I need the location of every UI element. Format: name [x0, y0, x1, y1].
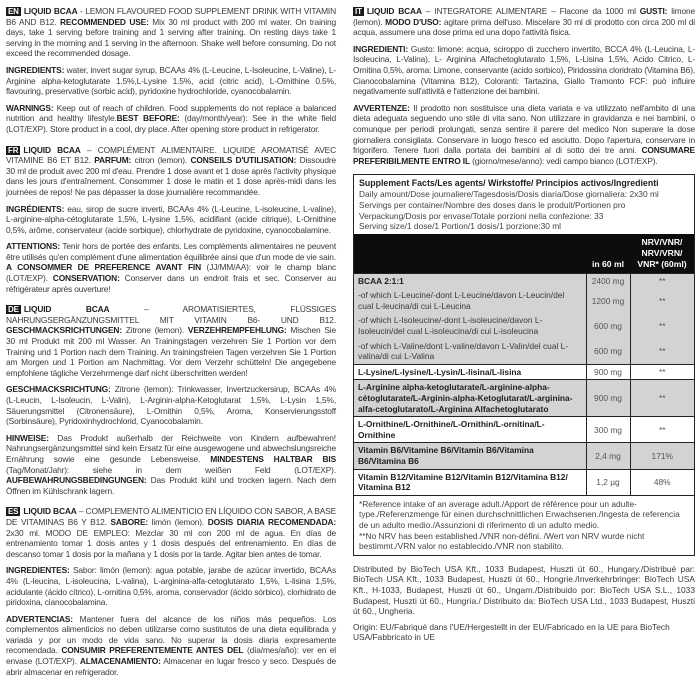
- section-it-ingredients: [353, 44, 695, 97]
- label: INGREDIENTS:: [6, 64, 65, 75]
- table-row: [354, 364, 694, 380]
- facts-footnotes: [354, 495, 694, 555]
- label: GESCHMACKSRICHTUNG:: [6, 384, 111, 395]
- table-row: [354, 417, 694, 443]
- product-title: LIQUID BCAA: [23, 144, 81, 155]
- nutrient-name: -of which L-Valine/dont L-valine/davon L-Valin/del cual L-valina/di cui L-Valina: [354, 339, 586, 365]
- table-row: [354, 380, 694, 417]
- product-title: LIQUID BCAA: [23, 6, 78, 16]
- section-it-warnings: [353, 103, 695, 167]
- label: INGRÉDIENTS:: [6, 203, 65, 214]
- label: CONSEILS D'UTILISATION:: [190, 155, 297, 166]
- language-badge-fr: FR: [8, 145, 19, 155]
- section-en-intro: [6, 6, 336, 59]
- label: GUSTI:: [639, 6, 668, 16]
- product-subtitle: - LEMON FLAVOURED FOOD SUPPLEMENT DRINK WITH VITAMIN B6 AND B12.: [6, 6, 336, 27]
- table-row: [354, 273, 694, 288]
- text: Dissoudre 30 ml de produit avec 200 ml d'eau. Prendre 1 dose avant et 1 dose après l'activity physique dans les jours d'entraînement. Consommer 1 dose le matin et 1 dose après-midi dans les journées de repos! Ne pas dépasser la dose journalière recommandée.: [6, 155, 337, 197]
- nutrient-nrv: 171%: [630, 443, 694, 469]
- language-badge-it: IT: [355, 7, 362, 16]
- text: (giorno/mese/anno): vedi campo bianco (LOT/EXP).: [469, 155, 658, 166]
- label: INGREDIENTES:: [6, 565, 70, 576]
- text: (día/mes/año): ver en el envase (LOT/EXP).: [6, 645, 336, 667]
- table-header-row: [354, 234, 694, 274]
- nutrient-name: L-Ornithine/L-Ornithine/L-Ornithin/L-ornitina/L-Ornithine: [354, 417, 586, 443]
- section-de-ingredients: [6, 384, 336, 426]
- label: ALMACENAMIENTO:: [79, 656, 161, 667]
- text: Mischen Sie 30 ml Produkt mit 200 ml Wasser. An Trainingstagen verzehren Sie 1 Portion vor dem Training und 1 Portion nach dem Training. An trainingsfreien Tagen verzehren Sie 1 Portion am Morgen und 1 Portion am Nachmittag. Vor dem Verzehr schütteln! Die angegebene empfohlene tägliche Verzehrmenge darf nicht überschritten werden!: [6, 325, 336, 378]
- nutrient-nrv: **: [630, 313, 694, 338]
- text: (Tag/Monat/Jahr): siehe in dem weißen Feld (LOT/EXP).: [6, 464, 336, 475]
- label: MINDESTENS HALTBAR BIS: [210, 453, 337, 464]
- text: Das Produkt außerhalb der Reichweite von Kindern aufbewahren! Nahrungsergänzungsmittel sind kein Ersatz für eine ausgewogene und abwechslungsreiche Ernährung sowie eine gesunde Lebensweise.: [6, 432, 336, 464]
- language-badge-de: DE: [8, 305, 19, 315]
- section-de-warnings: [6, 433, 336, 497]
- section-es-warnings: [6, 614, 336, 678]
- label: RECOMMENDED USE:: [59, 16, 149, 27]
- label: VERZEHREMPFEHLUNG:: [187, 325, 287, 336]
- facts-table-body: [354, 273, 694, 495]
- left-column: [6, 6, 336, 683]
- text: Sabor: limón (lemon): agua potable, jarabe de azúcar invertido, BCAAs 4% (L-leucina, L-isoleucina, L-valina), L-arginina-alfa-cetoglutarato 1,5%, L-lisina 1,5%, acidulante (ácido cítrico), L-ornitina 0,5%, aroma, conservador (ácido sórbico), clorhidrato de piridoxina, cianocobalamina.: [6, 565, 336, 608]
- label: BEST BEFORE:: [116, 113, 180, 124]
- label: GESCHMACKSRICHTUNGEN:: [6, 325, 122, 336]
- nutrient-nrv: 48%: [630, 469, 694, 495]
- text: citron (lemon).: [131, 155, 191, 166]
- product-subtitle: – COMPLEMENTO ALIMENTICIO EN LÍQUIDO CON SABOR, A BASE DE VITAMINAS B6 Y B12.: [6, 506, 337, 527]
- column-header-name: [354, 234, 586, 274]
- label: HINWEISE:: [6, 432, 49, 443]
- nutrient-amount: 600 mg: [586, 313, 630, 338]
- section-fr-ingredients: [6, 204, 336, 236]
- product-title: LIQUID BCAA: [366, 6, 422, 16]
- section-en-warnings: [6, 103, 336, 135]
- servings-per-container: Servings per container/Nombre des doses dans le produit/Portionen pro Verpackung/Dosis por envase/Totale porzioni nella confezione: 33: [359, 199, 626, 221]
- product-subtitle: – COMPLÉMENT ALIMENTAIRE. LIQUIDE AROMATISÉ AVEC VITAMINE B6 ET B12.: [6, 144, 336, 166]
- section-fr-warnings: [6, 241, 336, 294]
- nutrient-name: BCAA 2:1:1: [354, 273, 586, 288]
- label: MODO D'USO:: [385, 16, 442, 27]
- text: water, invert sugar syrup, BCAAs 4% (L-Leucine, L-Isoleucine, L-Valine), L-Arginine alpha-ketoglutarate 1.5%,L-Lysine 1.5%, acid (citric acid), L-Ornithine 0.5%, flavouring, preservative (sorbic acid), pyridoxine hydrochloride, cyanocobalamin.: [6, 64, 336, 97]
- nutrient-amount: 2,4 mg: [586, 443, 630, 469]
- facts-header: [354, 175, 694, 233]
- nutrient-amount: 2400 mg: [586, 273, 630, 288]
- nutrient-name: L-Arginine alpha-ketoglutarate/L-arginine-alpha-cétoglutarate/L-Arginin-alpha-Ketoglutarat/L-arginina-alfa-cetoglutarato/L-Arginina Alfachetoglutarato: [354, 380, 586, 417]
- footnote-no-nrv: **No NRV has been established./VNR non-défini. /Wert von NRV wurde nicht bestimmt./VRN valor no establecido./VNR non stabilito.: [359, 530, 645, 552]
- text: limón (lemon).: [148, 516, 208, 527]
- nutrient-nrv: **: [630, 380, 694, 417]
- label: A CONSOMMER DE PREFERENCE AVANT FIN: [6, 262, 201, 273]
- label: PARFUM:: [94, 155, 132, 166]
- text: limone (lemon).: [353, 6, 696, 27]
- product-subtitle: – INTEGRATORE ALIMENTARE – Flacone da 1000 ml: [421, 6, 640, 16]
- label: INGREDIENTI:: [353, 43, 408, 54]
- section-es-intro: [6, 506, 336, 559]
- table-row: [354, 288, 694, 313]
- supplement-facts-box: [353, 174, 695, 555]
- language-badge-en: EN: [8, 7, 19, 16]
- text: Keep out of reach of children. Food supplements do not replace a balanced nutrition and healthy lifestyle.: [6, 102, 336, 124]
- right-column: [353, 6, 695, 643]
- table-row: [354, 469, 694, 495]
- section-it-intro: [353, 6, 695, 38]
- nutrient-nrv: **: [630, 273, 694, 288]
- table-row: [354, 443, 694, 469]
- nutrient-nrv: **: [630, 417, 694, 443]
- label: AUFBEWAHRUNGSBEDINGUNGEN:: [6, 475, 147, 486]
- label: CONSERVATION:: [52, 273, 120, 284]
- label: CONSUMIR PREFERENTEMENTE ANTES DEL: [61, 645, 244, 656]
- origin-text: Origin: EU/Fabriqué dans l'UE/Hergestellt in der EU/Fabricado en la UE para BioTech USA/Fabbricato in UE: [353, 621, 670, 643]
- text: Tenir hors de portée des enfants. Les compléments alimentaires ne peuvent être utilisés qu'en complément d'une alimentation équilibrée ainsi que d'un mode de vie sain.: [6, 241, 336, 262]
- product-subtitle: – AROMATISIERTES, FLÜSSIGES NAHRUNGSERGÄNZUNGSMITTEL MIT VITAMIN B6- UND B12.: [6, 304, 337, 325]
- section-de-intro: [6, 304, 336, 378]
- text: (day/month/year): See in the white field (LOT/EXP). Store product in a cool, dry place. After opening store product in refrigerator.: [6, 113, 336, 134]
- text: eau, sirop de sucre inverti, BCAAs 4% (L-Leucine, L-isoleucine, L-valine), L-arginine-alpha-cétoglutarate 1,5%, L-lysine 1,5%, acidifiant (acide citrique), L-Ornithine 0,5%, arôme, conservateur (acide sorbique), chlorhydrate de pyridoxine, cyanocobalamine.: [6, 203, 336, 235]
- nutrient-nrv: **: [630, 339, 694, 365]
- table-row: [354, 313, 694, 338]
- nutrient-amount: 1,2 µg: [586, 469, 630, 495]
- section-es-ingredients: [6, 565, 336, 607]
- nutrient-nrv: **: [630, 364, 694, 380]
- nutrient-name: Vitamin B6/Vitamine B6/Vitamin B6/Vitamina B6/Vitamina B6: [354, 443, 586, 469]
- label: WARNINGS:: [6, 102, 54, 113]
- facts-table: [354, 234, 694, 495]
- text: Das Produkt kühl und trocken lagern. Nach dem Öffnen im Kühlschrank lagern.: [6, 475, 336, 496]
- serving-size: Serving size/1 dose/1 Portion/1 dosis/1 porzione:30 ml: [359, 221, 562, 232]
- nutrient-nrv: **: [630, 288, 694, 313]
- label: AVVERTENZE:: [353, 102, 410, 113]
- text: agitare prima dell'uso. Miscelare 30 ml di prodotto con circa 200 ml di acqua, assumere una dose prima ed una dopo l'attività fisica.: [353, 16, 695, 38]
- product-title: LIQUID BCAA: [23, 506, 77, 517]
- nutrient-name: -of which L-Isoleucine/-dont L-isoleucine/davon L-Isoleucin/del cual L-isoleucina/di cui L-isoleucina: [354, 313, 586, 338]
- daily-amount: Daily amount/Dose journaliere/Tagesdosis/Dosis diaria/Dose giornaliera: 2x30 ml: [359, 189, 659, 200]
- label: ADVERTENCIAS:: [6, 613, 73, 624]
- nutrient-name: L-Lysine/L-lysine/L-Lysin/L-lisina/L-lisina: [354, 364, 586, 380]
- label: SABORE:: [110, 516, 149, 527]
- nutrient-amount: 300 mg: [586, 417, 630, 443]
- text: 2x30 ml. MODO DE EMPLEO: Mezclar 30 ml con 200 ml de agua. En días de entrenamiento tomar 1 dosis antes y 1 dosis después del entrenamiento. En días de descanso tomar 1 dosis por la mañana y 1 dosis por la tarde. Agitar bien antes de tomar.: [6, 527, 336, 559]
- text: Mix 30 ml product with 200 ml water. On training days, take 1 serving before training and 1 serving after training. On resting days take 1 serving in the morning and 1 serving in the afternoon. Shake well before consuming. Do not exceed the recommended dosage.: [6, 16, 337, 59]
- text: Almacenar en lugar fresco y seco. Después de abrir almacenar en refrigerador.: [6, 656, 336, 677]
- nutrient-amount: 1200 mg: [586, 288, 630, 313]
- text: Mantener fuera del alcance de los niños más pequeños. Los complementos alimenticios no deben utilizarse como sustitutos de una dieta equilibrada y variada y por un modo de vida sano. No superar la dosis diaria expresamente recomendada.: [6, 613, 336, 656]
- nutrient-amount: 900 mg: [586, 364, 630, 380]
- language-badge-es: ES: [8, 507, 19, 517]
- column-header-nrv: NRV/VNR/ NRV/VRN/ VNR* (60ml): [630, 234, 694, 274]
- nutrient-amount: 900 mg: [586, 380, 630, 417]
- facts-title: Supplement Facts/Les agents/ Wirkstoffe/ Principios activos/Ingredienti: [359, 178, 659, 189]
- label: CONSUMARE PREFERIBILMENTE ENTRO IL: [353, 145, 695, 166]
- label: DOSIS DIARIA RECOMENDADA:: [207, 516, 336, 527]
- text: Zitrone (lemon): Trinkwasser, Invertzuckersirup, BCAAs 4% (L-Leucin, L-Isoleucin, L-Valin), L-Arginin-alpha-Ketoglutarat 1,5%, L-Lysin 1,5%, Säuerungsmittel (Citronensäure), L-Ornithin 0,5%, Aroma, Konservierungsstoff (Sorbinsäure), Pyridoxinhydrochlorid, Cyanocobalamin.: [6, 384, 336, 427]
- product-title: LIQUID BCAA: [23, 304, 110, 315]
- label: ATTENTIONS:: [6, 241, 61, 252]
- text: Conserver dans un endroit frais et sec. Conserver au réfrigérateur après ouverture!: [6, 273, 336, 294]
- section-fr-intro: [6, 145, 336, 198]
- footnote-reference-intake: *Reference intake of an average adult./Apport de référence pour un adulte-type./Referenzmenge für einen durchschnittlichen Erwachsenen./Ingesta de referencia de un adulto medio./Assunzioni di riferimento di un adulto medio.: [359, 498, 680, 530]
- text: (JJ/MM/AA): voir le champ blanc (LOT/EXP).: [6, 262, 336, 284]
- nutrient-amount: 600 mg: [586, 339, 630, 365]
- text: Gusto: limone: acqua, sciroppo di zucchero invertito, BCCA 4% (L-Leucina, L-Isoleucina, L-Valina), L- Arginina Alfachetoglutarato 1,5%, L-Lisina 1,5%, Acido Citrico, L-Ornitina 0,5%, aroma: Limone, conservante (acido sorbico), Piridossina cloridrato (Vitamina B6), Cianocobalamina (Vitamina B12), Coloranti: Tartazina, Giallo Tramonto FCF: può influire negativamente sull'attività e l'attenzione dei bambini.: [353, 43, 696, 97]
- section-en-ingredients: [6, 65, 336, 97]
- nutrient-name: -of which L-Leucine/-dont L-Leucine/davon L-Leucin/del cual L-leucina/di cui L-Leucina: [354, 288, 586, 313]
- text: Zitrone (lemon).: [121, 325, 188, 336]
- nutrient-name: Vitamin B12/Vitamine B12/Vitamin B12/Vitamina B12/ Vitamina B12: [354, 469, 586, 495]
- column-header-amount: in 60 ml: [586, 234, 630, 274]
- text: Il prodotto non sostituisce una dieta variata e va utilizzato nell'ambito di una dieta adeguata seguendo uno stile di vita sano. Non utilizzare in gravidanza e nei bambini, o comunque per periodi prolungati, senza sentire il parere del medico Non superare la dose giornaliera consigliata. Conservare in luogo fresco ed asciutto. Dopo l'apertura, conservare in frigorifero. Tenere fuori dalla portata dei bambini al di sotto dei tre anni.: [353, 102, 695, 156]
- distributor-text: Distributed by BioTech USA Kft., 1033 Budapest, Huszti út 60., Hungary./Distribué par: BioTech USA Kft., 1033 Budapest, Huszti út 60., Hongrie./Inverkehrbringer: BioTech USA Kft., H-1033, Budapest, Huszti út 60., Ungarn./Distribuido por: BioTech USA S.L., 1033 Budapest, Huszti út 60., Hungría./ Distribuito da: BioTech USA Ltd., 1033 Budapest, Huszti út 60., Ungheria.: [353, 563, 695, 617]
- table-row: [354, 339, 694, 365]
